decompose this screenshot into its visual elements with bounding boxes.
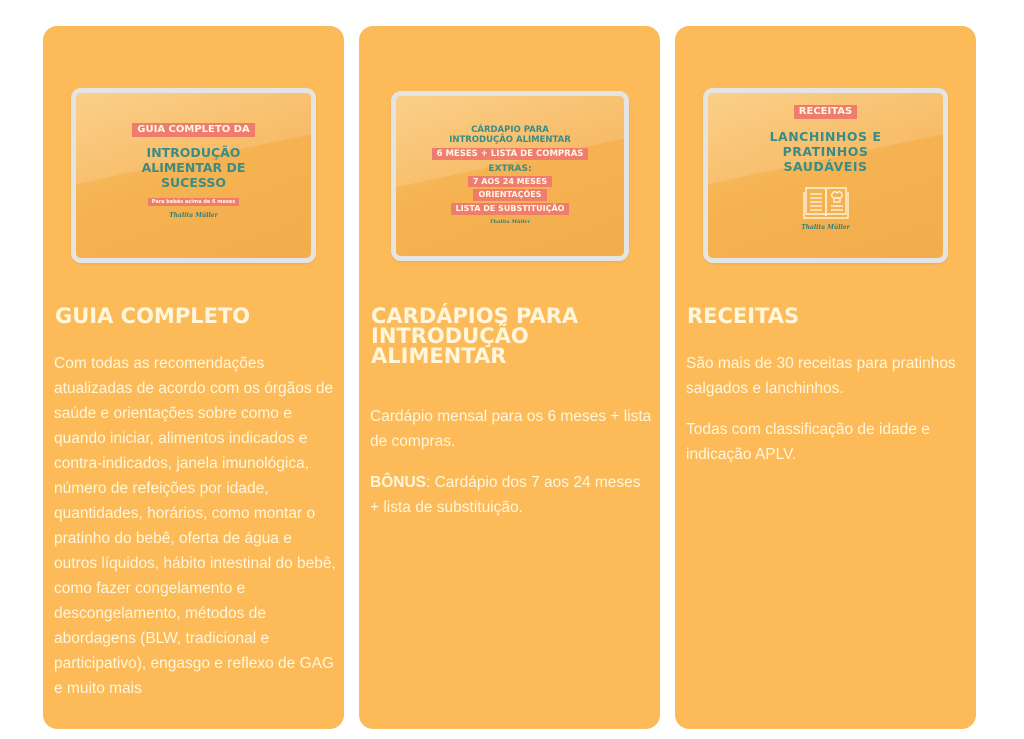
cover-guia-completo bbox=[76, 93, 311, 258]
card-title: GUIA COMPLETO bbox=[55, 304, 251, 328]
product-cover-tablet bbox=[391, 91, 629, 261]
cover-pill: ORIENTAÇÕES bbox=[473, 189, 546, 201]
brand-logo: Thalita Müller bbox=[489, 218, 531, 225]
cover-subtitle: Para bebês acima de 6 meses bbox=[148, 198, 239, 206]
product-card-guia bbox=[43, 26, 344, 729]
brand-logo: Thalita Müller bbox=[801, 224, 850, 231]
bonus-label: BÔNUS bbox=[370, 474, 426, 491]
cover-label: RECEITAS bbox=[794, 105, 857, 119]
card-title: CARDÁPIOS PARA INTRODUÇÃO ALIMENTAR bbox=[371, 304, 579, 368]
cover-pill: LISTA DE SUBSTITUIÇÃO bbox=[451, 203, 570, 215]
card-title: RECEITAS bbox=[687, 304, 800, 328]
cover-title: LANCHINHOS E PRATINHOS SAUDÁVEIS bbox=[769, 129, 882, 174]
cover-pill: 7 AOS 24 MESES bbox=[468, 176, 552, 188]
product-card-receitas bbox=[675, 26, 976, 729]
cover-cardapio bbox=[396, 96, 624, 256]
cover-extras: EXTRAS: bbox=[488, 163, 532, 174]
brand-logo: Thalita Müller bbox=[169, 212, 218, 219]
product-cover-tablet bbox=[703, 88, 948, 263]
cover-heading: CÁRDAPIO PARA INTRODUÇÃO ALIMENTAR bbox=[449, 125, 571, 145]
cover-label: GUIA COMPLETO DA bbox=[132, 123, 254, 137]
cover-receitas bbox=[708, 93, 943, 258]
cover-main-pill: 6 MESES + LISTA DE COMPRAS bbox=[432, 148, 589, 160]
cover-title: INTRODUÇÃO ALIMENTAR DE SUCESSO bbox=[141, 145, 246, 190]
product-card-cardapios bbox=[359, 26, 660, 729]
card-description: Com todas as recomendações atualizadas de acordo com os órgãos de saúde e orientações sobre como e quando iniciar, alimentos indicados e contra-indicados, janela imunológica, número de refeições por idade, quantidades, horários, como montar o pratinho do bebê, oferta de água e outros líquidos, hábito intestinal do bebê, como fazer congelamento e descongelamento, métodos de abordagens (BLW, tradicional e participativo), engasgo e reflexo de GAG e muito mais bbox=[54, 355, 336, 697]
card-description: São mais de 30 receitas para pratinhos salgados e lanchinhos. Todas com classificação de idade e indicação APLV. bbox=[686, 355, 956, 463]
product-cover-tablet bbox=[71, 88, 316, 263]
card-description: Cardápio mensal para os 6 meses + lista de compras. BÔNUS: Cardápio dos 7 aos 24 meses + lista de substituição. bbox=[370, 408, 652, 516]
recipe-book-icon bbox=[802, 180, 850, 220]
